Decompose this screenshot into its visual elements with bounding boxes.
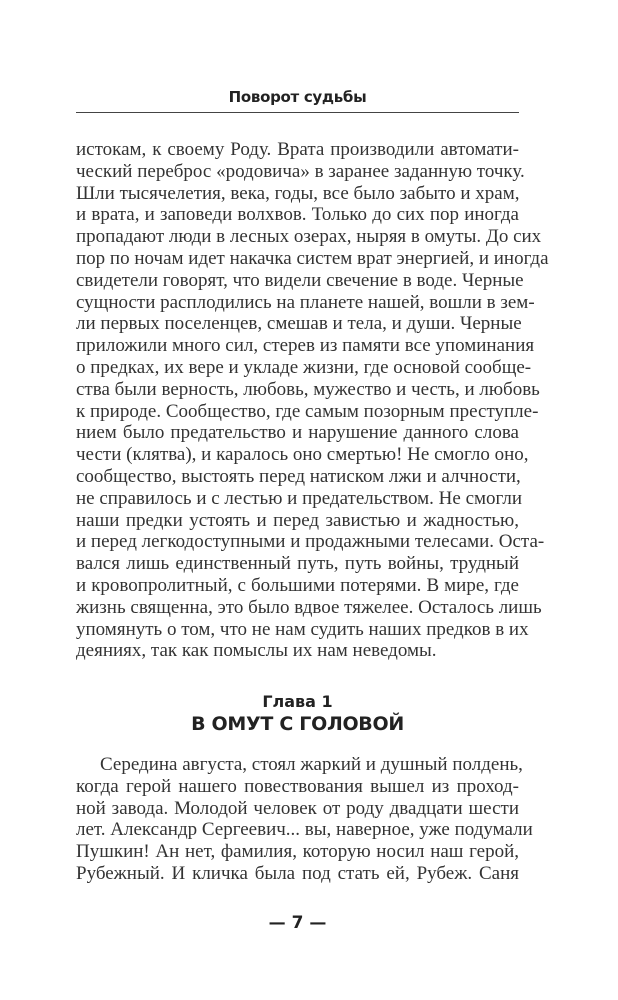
chapter-title: В ОМУТ С ГОЛОВОЙ	[191, 713, 404, 735]
text-line: Середина августа, стоял жаркий и душный полдень,	[100, 754, 523, 775]
text-line: когда герой нашего повествования вышел из проход-	[76, 775, 519, 797]
text-line: Шли тысячелетия, века, годы, все было забыто и храм,	[76, 182, 520, 204]
text-line: вался лишь единственный путь, путь войны, трудный	[76, 553, 519, 575]
text-line: и перед легкодоступными и продажными телесами. Оста-	[76, 531, 545, 553]
text-line: истокам, к своему Роду. Врата производили автомати-	[76, 139, 519, 160]
text-line: жизнь священна, это было вдвое тяжелее. Осталось лишь	[76, 596, 542, 618]
paragraph-chapter-opening	[76, 754, 533, 885]
text-line: ческий переброс «родовича» в заранее заданную точку.	[76, 160, 525, 182]
text-line: Пушкин! Ан нет, фамилия, которую носил наш герой,	[76, 841, 519, 863]
text-line: ной завода. Молодой человек от роду двадцати шести	[76, 797, 519, 819]
text-line: к природе. Сообщество, где самым позорным преступле-	[76, 400, 539, 422]
text-line: чести (клятва), и каралось оно смертью! Не смогло оно,	[76, 444, 529, 466]
paragraph-continued	[76, 139, 549, 662]
text-line: ства были верность, любовь, мужество и честь, и любовь	[76, 378, 540, 400]
text-line: не справилось и с лестью и предательством. Не смогли	[76, 487, 522, 509]
text-line: сущности расплодились на планете нашей, вошли в зем-	[76, 291, 535, 313]
text-line: Рубежный. И кличка была под стать ей, Рубеж. Саня	[76, 862, 519, 884]
running-head: Поворот судьбы	[228, 88, 367, 106]
text-line: и кровопролитный, с большими потерями. В мире, где	[76, 574, 519, 596]
text-line: сообщество, выстоять перед натиском лжи и алчности,	[76, 465, 521, 487]
text-line: упомянуть о том, что не нам судить наших предков в их	[76, 618, 529, 640]
page-number: — 7 —	[268, 913, 327, 933]
text-line: нием было предательство и нарушение данного слова	[76, 422, 519, 444]
text-line: пор по ночам идет накачка систем врат энергией, и иногда	[76, 247, 549, 269]
text-line: ли первых поселенцев, смешав и тела, и души. Черные	[76, 313, 522, 335]
text-line: и врата, и заповеди волхвов. Только до сих пор иногда	[76, 204, 519, 226]
text-line: пропадают люди в лесных озерах, ныряя в омуты. До сих	[76, 226, 542, 248]
text-line: приложили много сил, стерев из памяти все упоминания	[76, 335, 535, 357]
header-rule	[76, 112, 519, 113]
text-line: свидетели говорят, что видели свечение в воде. Черные	[76, 269, 524, 291]
text-line: деяниях, так как помыслы их нам неведомы.	[76, 640, 437, 662]
text-line: наши предки устоять и перед завистью и жадностью,	[76, 509, 519, 531]
chapter-number: Глава 1	[262, 692, 333, 711]
text-line: о предках, их вере и укладе жизни, где основой сообще-	[76, 356, 532, 378]
text-line: лет. Александр Сергеевич... вы, наверное, уже подумали	[76, 819, 533, 841]
